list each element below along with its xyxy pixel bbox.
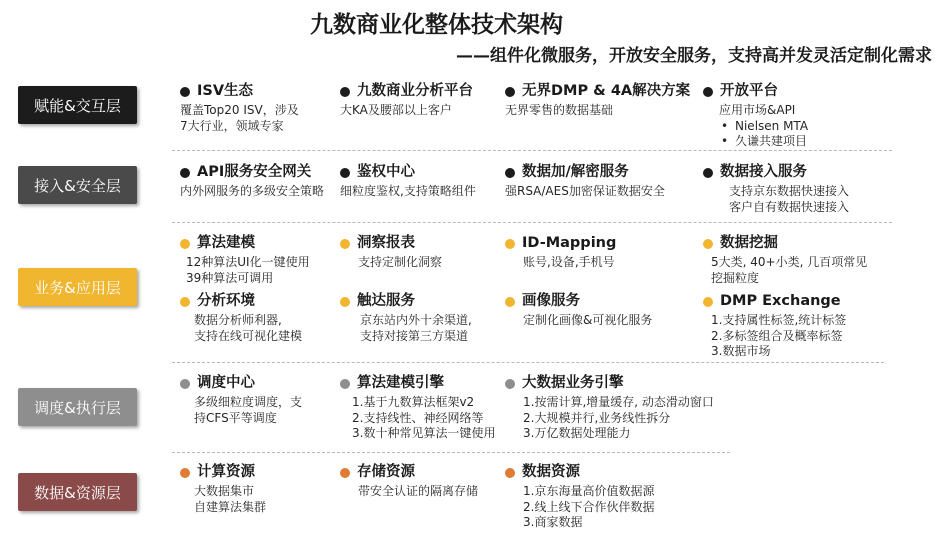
item-analytics-platform [340,82,473,119]
item-desc-line: 3.数十种常见算法一键使用 [352,426,496,440]
bullet-dot-icon [505,379,515,389]
item-reach-service [340,292,472,344]
item-desc-line: 2.大规模并行,业务线性拆分 [523,410,671,425]
layer-divider [172,222,892,223]
item-title: 大数据业务引擎 [522,375,624,391]
item-desc-line: 3.商家数据 [523,515,583,529]
item-isv-ecosystem [180,82,299,134]
item-desc-line: 挖掘粒度 [711,270,760,285]
item-desc-line: 带安全认证的隔离存储 [358,484,479,498]
item-desc-line: 大KA及腰部以上客户 [340,103,452,117]
item-desc-line: 7大行业，领域专家 [180,118,284,133]
item-title: ISV生态 [197,83,254,99]
bullet-dot-icon [703,239,713,249]
item-desc-line: 强RSA/AES加密保证数据安全 [505,184,665,198]
item-desc-line: 账号,设备,手机号 [523,255,615,269]
diagram-subtitle: ——组件化微服务，开放安全服务，支持高并发灵活定制化需求 [456,46,932,66]
item-desc-line: 持CFS平等调度 [194,410,277,425]
bullet-dot-icon [703,87,713,97]
bullet-dot-icon [180,239,190,249]
bullet-dot-icon [505,87,515,97]
bullet-dot-icon [340,297,350,307]
layer-label-interaction: 赋能&交互层 [18,86,137,124]
item-desc-line: 支持对接第三方渠道 [360,328,469,343]
item-title: API服务安全网关 [197,164,312,180]
item-desc-line: 定制化画像&可视化服务 [523,313,653,327]
layer-divider [172,150,892,151]
item-profile-service [505,292,652,329]
item-open-platform [703,82,808,150]
item-title: 画像服务 [522,293,580,309]
item-desc-line: 1.京东海量高价值数据源 [523,484,655,498]
bullet-dot-icon [180,87,190,97]
item-desc-line: 大数据集市 [194,484,255,498]
item-title: 数据加/解密服务 [522,164,629,180]
item-scheduling-center [180,374,302,426]
item-desc-line: 京东站内外十余渠道, [360,313,472,327]
item-title: ID-Mapping [522,235,617,251]
item-title: 算法建模引擎 [357,375,444,391]
item-desc-line: 细粒度鉴权,支持策略组件 [340,184,476,198]
item-desc-line: 3.数据市场 [711,344,771,358]
bullet-dot-icon [505,239,515,249]
item-dmp-exchange [703,292,846,360]
item-title: 分析环境 [197,293,255,309]
item-title: DMP Exchange [720,293,841,309]
item-title: 无界DMP & 4A解决方案 [522,83,691,99]
item-desc-line: 客户自有数据快速接入 [729,199,850,214]
item-desc-line: 2.多标签组合及概率标签 [711,328,843,343]
item-desc-line: 内外网服务的多级安全策略 [180,184,325,198]
item-dmp-4a-solution [505,82,690,119]
item-title: 鉴权中心 [357,164,415,180]
item-desc-line: 支持京东数据快速接入 [729,184,850,198]
item-insight-reports [340,234,442,271]
layer-label-access: 接入&安全层 [18,166,137,204]
diagram-title: 九数商业化整体技术架构 [310,12,563,38]
item-desc-line: 5大类, 40+小类, 几百项常见 [711,255,868,269]
item-desc-line: 支持定制化洞察 [358,255,443,269]
bullet-dot-icon [340,468,350,478]
bullet-dot-icon [340,239,350,249]
bullet-dot-icon [180,297,190,307]
item-desc-line: 1.基于九数算法框架v2 [352,395,475,409]
item-desc-line: 覆盖Top20 ISV，涉及 [180,103,299,117]
layer-divider [172,362,884,363]
item-title: 数据资源 [522,464,580,480]
bullet-dot-icon [180,168,190,178]
item-bigdata-engine [505,374,714,442]
layer-label-data: 数据&资源层 [18,473,137,511]
item-title: 开放平台 [720,83,778,99]
item-desc-line: 自建算法集群 [194,499,267,514]
item-title: 调度中心 [197,375,255,391]
bullet-dot-icon [505,297,515,307]
item-data-resources [505,463,654,531]
item-title: 计算资源 [197,464,255,480]
item-algorithm-modeling [180,234,310,286]
item-desc-line: 1.支持属性标签,统计标签 [711,313,847,327]
layer-divider [172,452,730,453]
item-auth-center [340,163,476,200]
item-desc-line: 数据分析师利器, [194,313,282,327]
item-desc-line: 无界零售的数据基础 [505,103,614,117]
item-data-mining [703,234,867,286]
item-algorithm-engine [340,374,495,442]
item-desc-line: 应用市场&API [719,103,796,117]
bullet-dot-icon [180,468,190,478]
item-title: 数据接入服务 [720,164,807,180]
item-encryption-service [505,163,665,200]
item-desc-line: 支持在线可视化建模 [194,328,303,343]
item-title: 数据挖掘 [720,235,778,251]
item-desc-line: 39种算法可调用 [186,270,274,285]
item-analysis-environment [180,292,302,344]
item-desc-bullet: • Nielsen MTA [719,119,808,135]
item-desc-line: 2.支持线性、神经网络等 [352,410,484,425]
item-title: 九数商业分析平台 [357,83,473,99]
item-storage-resources [340,463,478,500]
item-title: 洞察报表 [357,235,415,251]
bullet-dot-icon [505,468,515,478]
bullet-dot-icon [180,379,190,389]
item-id-mapping [505,234,616,271]
bullet-dot-icon [340,87,350,97]
bullet-dot-icon [505,168,515,178]
bullet-dot-icon [340,168,350,178]
item-title: 算法建模 [197,235,255,251]
item-desc-line: 12种算法UI化一键使用 [186,255,310,269]
bullet-dot-icon [340,379,350,389]
item-desc-line: 2.线上线下合作伙伴数据 [523,499,655,514]
item-desc-line: 3.万亿数据处理能力 [523,426,631,440]
layer-label-scheduling: 调度&执行层 [18,388,137,426]
item-compute-resources [180,463,266,515]
layer-label-business: 业务&应用层 [18,268,137,306]
item-desc-bullet: • 久谦共建项目 [719,134,808,150]
bullet-dot-icon [703,297,713,307]
item-desc-line: 多级细粒度调度，支 [194,395,303,409]
item-data-ingestion [703,163,849,215]
item-title: 存储资源 [357,464,415,480]
bullet-dot-icon [703,168,713,178]
item-desc-line: 1.按需计算,增量缓存, 动态滑动窗口 [523,395,714,409]
item-api-gateway [180,163,324,200]
item-title: 触达服务 [357,293,415,309]
